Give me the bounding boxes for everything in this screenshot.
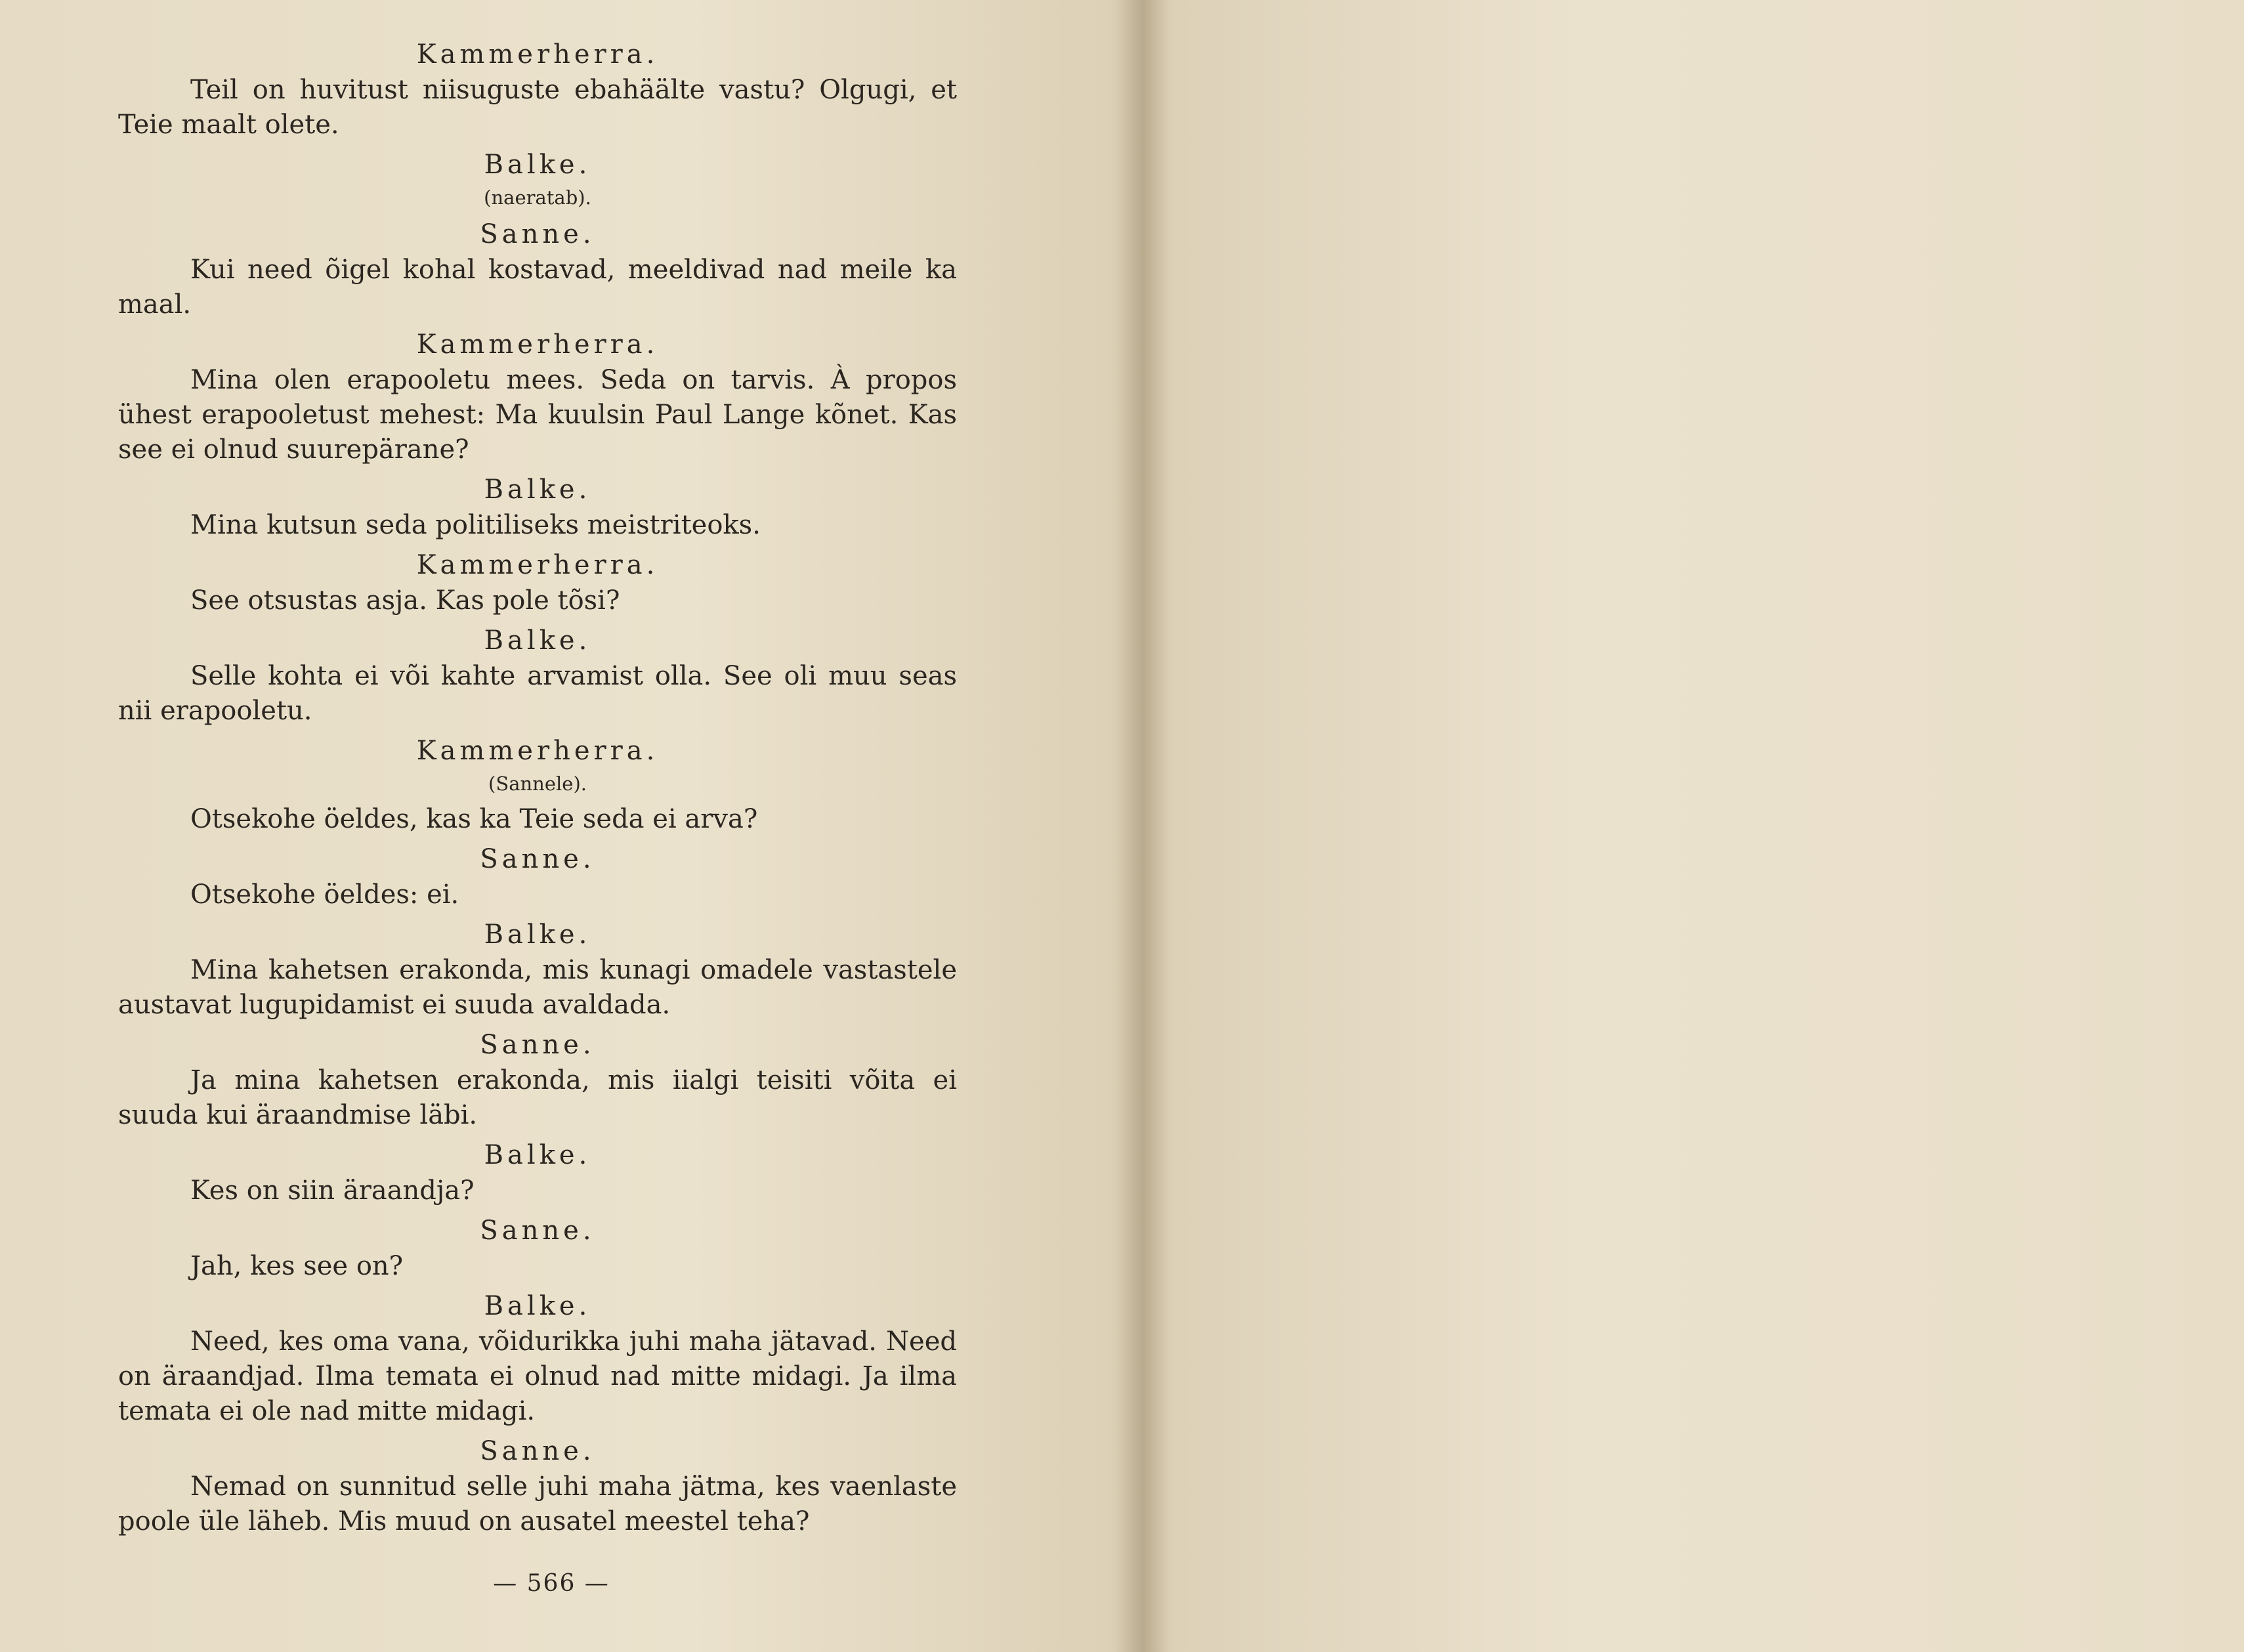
speaker-name: Kammerherra. xyxy=(416,39,659,70)
dialogue-line: Mina olen erapooletu mees. Seda on tarvis. À propos ühest erapooletust mehest: Ma kuulsin Paul Lange kõnet. Kas see ei olnud suurepärane? xyxy=(118,365,957,465)
dialogue-line: Nemad on sunnitud selle juhi maha jätma, kes vaenlaste poole üle läheb. Mis muud on ausatel meestel teha? xyxy=(118,1472,957,1536)
dialogue-line: Otsekohe öeldes: ei. xyxy=(190,879,459,910)
dialogue-line: Mina kahetsen erakonda, mis kunagi omadele vastastele austavat lugupidamist ei suuda avaldada. xyxy=(118,955,957,1020)
left-page-text xyxy=(118,36,957,1543)
speaker-name: Kammerherra. xyxy=(416,736,659,766)
speaker-name: Balke. xyxy=(484,625,591,656)
speaker-name: Sanne. xyxy=(480,219,595,249)
speaker-name: Sanne. xyxy=(480,1030,595,1060)
speaker-name: Balke. xyxy=(484,1291,591,1321)
speaker-name: Sanne. xyxy=(480,1216,595,1246)
stage-direction: (naeratab). xyxy=(484,186,591,209)
speaker-name: Balke. xyxy=(484,150,591,180)
dialogue-line: Kes on siin äraandja? xyxy=(190,1175,475,1206)
dialogue-line: Teil on huvitust niisuguste ebahäälte vastu? Olgugi, et Teie maalt olete. xyxy=(118,75,957,140)
stage-direction: (Sannele). xyxy=(488,773,587,795)
speaker-name: Balke. xyxy=(484,475,591,505)
dialogue-line: Jah, kes see on? xyxy=(190,1251,404,1281)
speaker-name: Sanne. xyxy=(480,1436,595,1466)
speaker-name: Sanne. xyxy=(480,844,595,874)
dialogue-line: See otsustas asja. Kas pole tõsi? xyxy=(190,585,620,616)
dialogue-line: Selle kohta ei või kahte arvamist olla. See oli muu seas nii erapooletu. xyxy=(118,661,957,726)
dialogue-line: Ja mina kahetsen erakonda, mis iialgi teisiti võita ei suuda kui äraandmise läbi. xyxy=(118,1065,957,1130)
speaker-name: Balke. xyxy=(484,920,591,950)
left-page-number: — 566 — xyxy=(493,1570,610,1597)
dialogue-line: Kui need õigel kohal kostavad, meeldivad nad meile ka maal. xyxy=(118,255,957,320)
speaker-name: Balke. xyxy=(484,1140,591,1170)
dialogue-line: Otsekohe öeldes, kas ka Teie seda ei arva? xyxy=(190,804,758,834)
right-page xyxy=(1142,0,2244,1652)
dialogue-line: Mina kutsun seda politiliseks meistriteoks. xyxy=(190,510,761,540)
speaker-name: Kammerherra. xyxy=(416,550,659,580)
dialogue-line: Need, kes oma vana, võidurikka juhi maha jätavad. Need on äraandjad. Ilma temata ei olnud nad mitte midagi. Ja ilma temata ei ole nad mitte midagi. xyxy=(118,1326,957,1426)
book-gutter xyxy=(1116,0,1168,1652)
speaker-name: Kammerherra. xyxy=(416,329,659,360)
